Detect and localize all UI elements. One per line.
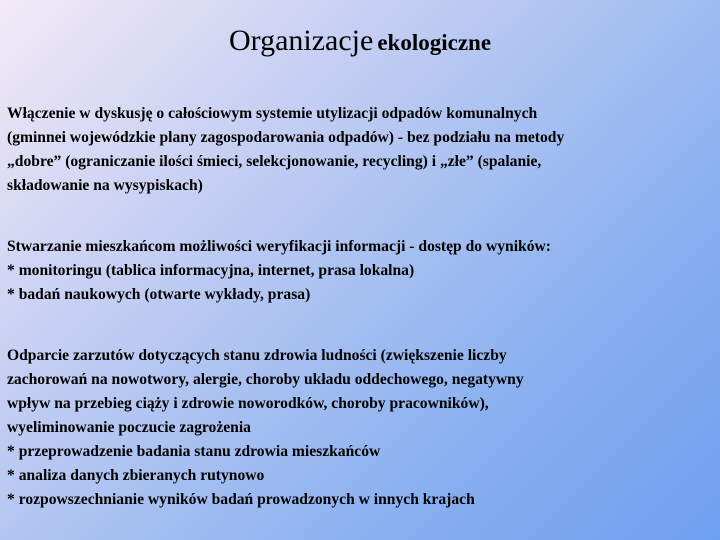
paragraph-line: * badań naukowych (otwarte wykłady, prasa) [7,286,311,303]
paragraph-line: * analiza danych zbieranych rutynowo [7,467,265,484]
paragraph-line: Odparcie zarzutów dotyczących stanu zdrowia ludności (zwiększenie liczby [7,347,507,364]
paragraph-line: * rozpowszechnianie wyników badań prowadzonych w innych krajach [7,491,475,508]
paragraph-health-concerns [7,344,720,512]
paragraph-line: * przeprowadzenie badania stanu zdrowia mieszkańców [7,443,381,460]
paragraph-line: wpływ na przebieg ciąży i zdrowie noworodków, choroby pracowników), [7,395,489,412]
paragraph-line: składowanie na wysypiskach) [7,177,203,194]
slide-title [0,26,720,56]
paragraph-line: * monitoringu (tablica informacyjna, internet, prasa lokalna) [7,262,415,279]
paragraph-line: wyeliminowanie poczucie zagrożenia [7,419,251,436]
paragraph-waste-utilization [7,102,720,198]
paragraph-information-verification [7,235,720,307]
slide-content [7,102,720,512]
paragraph-line: Włączenie w dyskusję o całościowym systemie utylizacji odpadów komunalnych [7,105,538,122]
paragraph-line: zachorowań na nowotwory, alergie, choroby układu oddechowego, negatywny [7,371,524,388]
title-sub-word: ekologiczne [377,30,492,55]
paragraph-line: Stwarzanie mieszkańcom możliwości weryfikacji informacji - dostęp do wyników: [7,238,551,255]
paragraph-line: „dobre” (ograniczanie ilości śmieci, selekcjonowanie, recycling) i „złe” (spalanie, [7,153,542,170]
paragraph-line: (gminnei wojewódzkie plany zagospodarowania odpadów) - bez podziału na metody [7,129,565,146]
title-main-word: Organizacje [228,24,374,57]
